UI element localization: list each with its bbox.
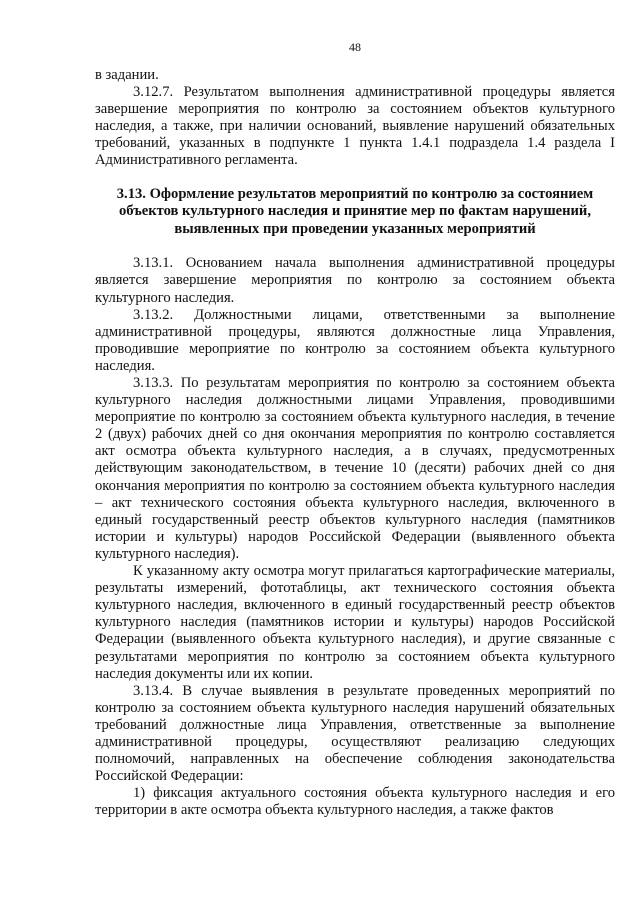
document-body	[95, 67, 615, 819]
paragraph-3-12-7: 3.12.7. Результатом выполнения административной процедуры является завершение мероприятия по контролю за состоянием объектов культурного наследия, а также, при наличии оснований, выявление нарушений обязательных требований, указанных в подпункте 1 пункта 1.4.1 подраздела 1.4 раздела I Административного регламента.	[95, 84, 615, 169]
paragraph-list-item-1: 1) фиксация актуального состояния объекта культурного наследия и его территории в акте осмотра объекта культурного наследия, а также фактов	[95, 785, 615, 819]
paragraph-3-13-4: 3.13.4. В случае выявления в результате проведенных мероприятий по контролю за состоянием объекта культурного наследия нарушений обязательных требований должностные лица Управления, ответственные за выполнение административной процедуры, осуществляют реализацию следующих полномочий, направленных на обеспечение соблюдения законодательства Российской Федерации:	[95, 682, 615, 785]
paragraph-continuation: в задании.	[95, 67, 159, 83]
paragraph-3-13-1: 3.13.1. Основанием начала выполнения административной процедуры является завершение мероприятия по контролю за состоянием объекта культурного наследия.	[95, 255, 615, 306]
paragraph-3-13-2: 3.13.2. Должностными лицами, ответственными за выполнение административной процедуры, являются должностные лица Управления, проводившие мероприятие по контролю за состоянием объекта культурного наследия.	[95, 306, 615, 374]
section-heading-3-13: 3.13. Оформление результатов мероприятий по контролю за состоянием объектов культурного наследия и принятие мер по фактам нарушений, выявленных при проведении указанных мероприятий	[116, 185, 594, 237]
page-number: 48	[349, 40, 361, 54]
paragraph-3-13-3: 3.13.3. По результатам мероприятия по контролю за состоянием объекта культурного наследия должностными лицами Управления, проводившими мероприятие по контролю за состоянием объекта культурного наследия, в течение 2 (двух) рабочих дней со дня окончания мероприятия по контролю составляется акт осмотра объекта культурного наследия, а в случаях, предусмотренных действующим законодательством, в течение 10 (десяти) рабочих дней со дня окончания мероприятия по контролю за состоянием объекта культурного наследия – акт технического состояния объекта культурного наследия, включенного в единый государственный реестр объектов культурного наследия (памятников истории и культуры) народов Российской Федерации (выявленного объекта культурного наследия).	[95, 375, 615, 562]
document-page	[95, 0, 615, 905]
paragraph-attachments: К указанному акту осмотра могут прилагаться картографические материалы, результаты измерений, фототаблицы, акт технического состояния объекта культурного наследия, включенного в единый государственный реестр объектов культурного наследия (памятников истории и культуры) народов Российской Федерации (выявленного объекта культурного наследия), и другие связанные с результатами мероприятия по контролю за состоянием объекта культурного наследия документы или их копии.	[95, 563, 615, 682]
